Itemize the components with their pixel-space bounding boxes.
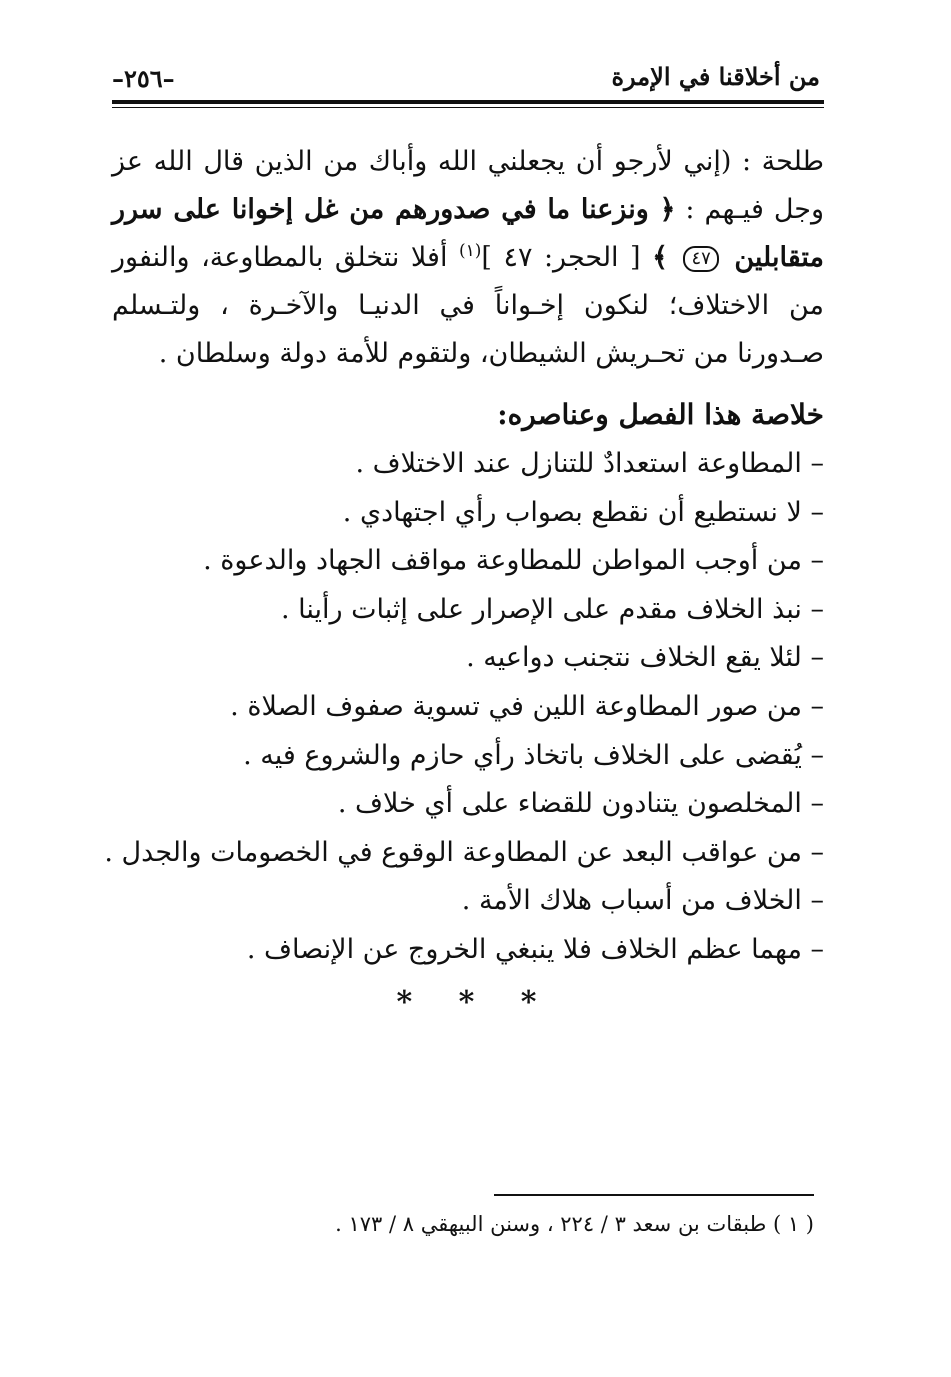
summary-list — [104, 440, 824, 975]
paragraph-rest: أفلا نتخلق بالمطاوعة، والنفور من الاختلاف؛ لنكون إخـواناً في الدنيـا والآخـرة ، ولتـسلم صـدورنا من تحـريش الشيطان، ولتقوم للأمة دولة وسلطان . — [112, 242, 824, 369]
summary-item: – يُقضى على الخلاف باتخاذ رأي حازم والشروع فيه . — [243, 739, 824, 771]
summary-item: – المخلصون يتنادون للقضاء على أي خلاف . — [337, 788, 824, 820]
page-header — [112, 52, 820, 96]
quran-bracket-close: ﴾ — [652, 242, 668, 273]
intro-text: طلحة : (إني لأرجو أن يجعلني الله وأباك من الذين قال الله عز وجل فيـهم : — [112, 146, 824, 225]
verse-number: ٤٧ — [683, 246, 718, 272]
summary-item: – لا نستطيع أن نقطع بصواب رأي اجتهادي . — [342, 496, 824, 528]
footnote: ( ١ ) طبقات بن سعد ٣ / ٢٢٤ ، وسنن البيهقي ٨ / ١٧٣ . — [335, 1212, 814, 1236]
summary-item: – من صور المطاوعة اللين في تسوية صفوف الصلاة . — [230, 690, 824, 722]
page-number: –٢٥٦– — [112, 64, 175, 93]
summary-heading: خلاصة هذا الفصل وعناصره: — [497, 398, 824, 431]
header-rule-thin — [112, 107, 824, 108]
summary-item: – من عواقب البعد عن المطاوعة الوقوع في الخصومات والجدل . — [104, 836, 824, 868]
verse-citation: [ الحجر: ٤٧ ] — [481, 242, 641, 273]
running-title: من أخلاقنا في الإمرة — [611, 62, 820, 91]
summary-item: – الخلاف من أسباب هلاك الأمة . — [461, 885, 824, 917]
footnote-reference: (١) — [458, 241, 482, 261]
summary-item: – نبذ الخلاف مقدم على الإصرار على إثبات رأينا . — [280, 593, 824, 625]
header-rule-thick — [112, 100, 824, 104]
quran-verse: ﴿ ونزعنا ما في صدورهم من غل إخوانا على سرر متقابلين — [112, 194, 824, 273]
summary-item: – المطاوعة استعدادٌ للتنازل عند الاختلاف . — [355, 448, 824, 479]
section-divider-stars: * * * — [396, 985, 555, 1020]
body-paragraph — [112, 138, 824, 378]
footnote-rule — [494, 1194, 814, 1196]
summary-item: – لئلا يقع الخلاف نتجنب دواعيه . — [466, 642, 824, 674]
summary-item: – مهما عظم الخلاف فلا ينبغي الخروج عن الإنصاف . — [246, 933, 824, 965]
summary-item: – من أوجب المواطن للمطاوعة مواقف الجهاد والدعوة . — [203, 545, 824, 577]
